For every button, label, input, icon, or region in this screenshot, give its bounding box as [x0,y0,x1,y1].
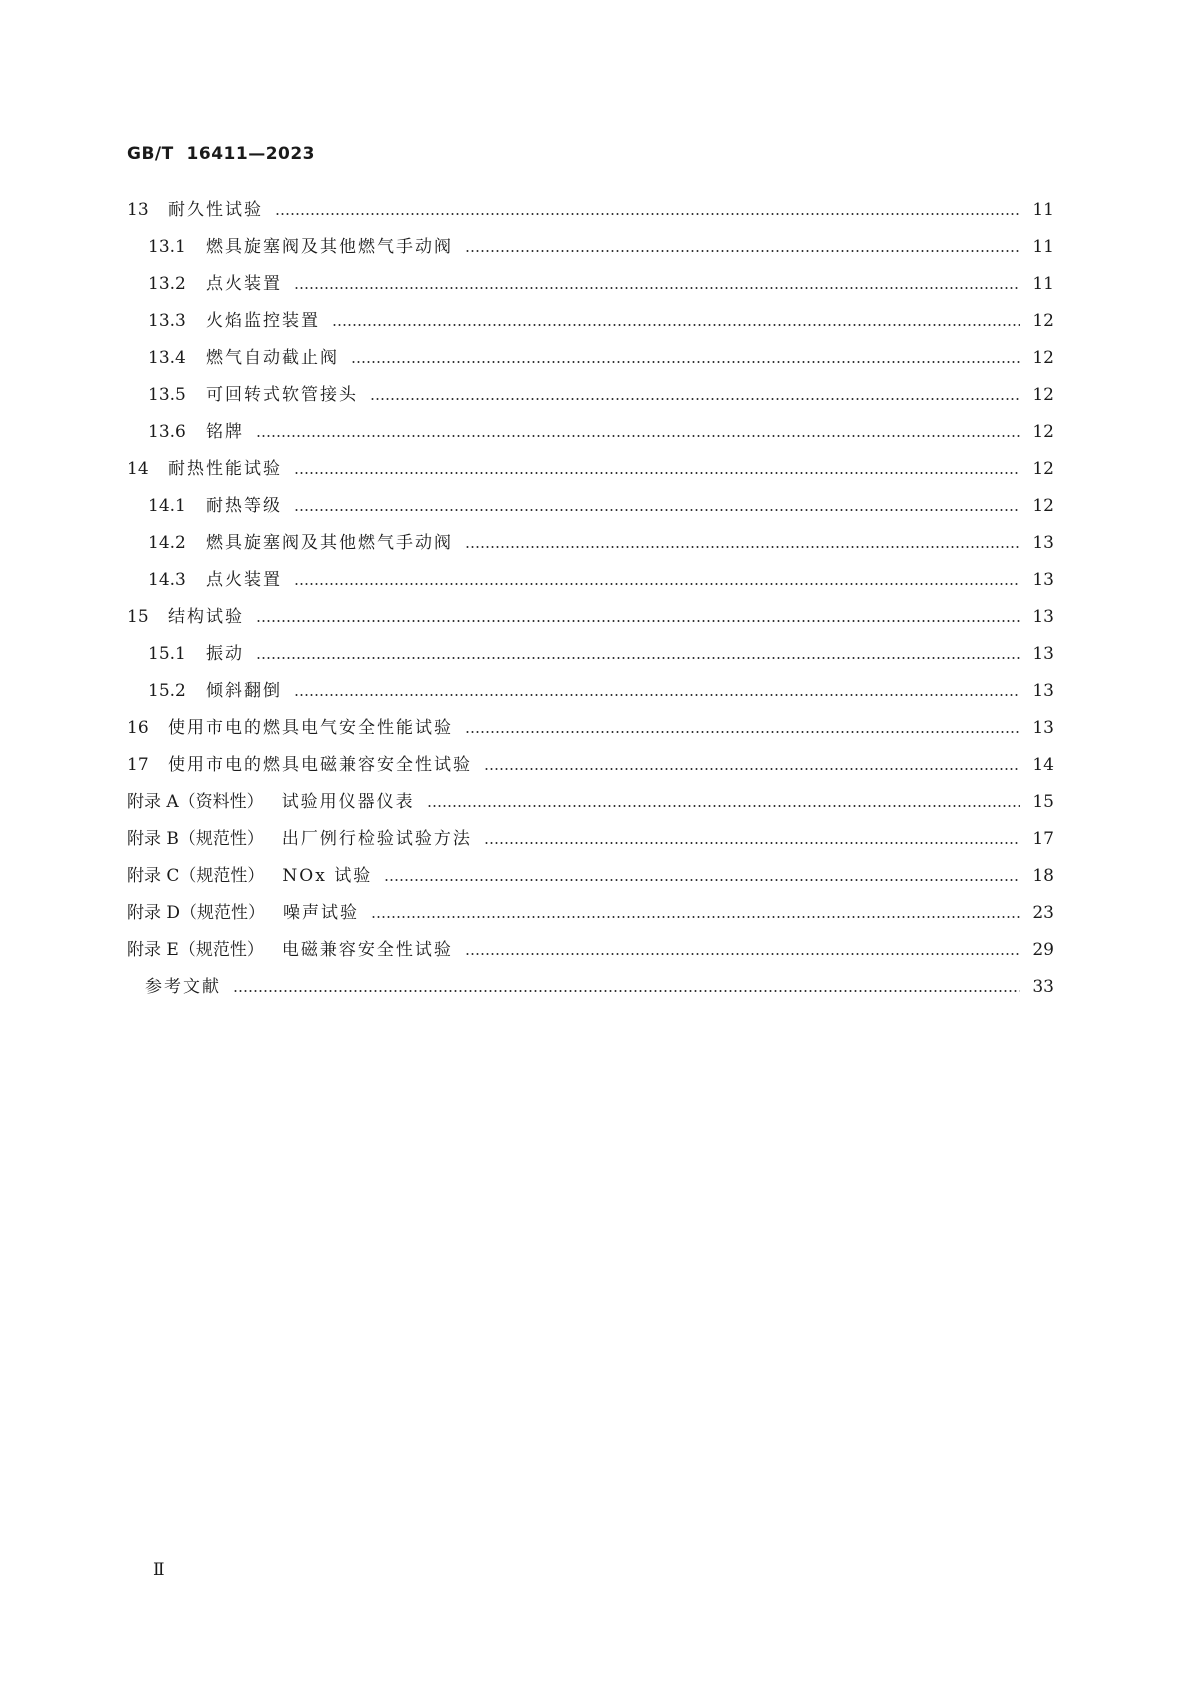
toc-entry-number: 15.2 [148,681,186,701]
toc-entry[interactable] [127,525,1054,562]
toc-entry-title: 可回转式软管接头 [206,385,358,405]
toc-dot-leader [294,694,1020,696]
toc-entry-number: 附录 C（规范性） [127,866,265,886]
toc-entry[interactable] [127,303,1054,340]
toc-entry[interactable] [127,488,1054,525]
table-of-contents [127,192,1054,1006]
toc-entry-number: 14 [127,459,149,479]
toc-entry-number: 附录 D（规范性） [127,903,266,923]
toc-entry-title: 结构试验 [168,607,244,627]
toc-dot-leader [294,583,1020,585]
toc-entry[interactable] [127,340,1054,377]
toc-entry-title: 燃气自动截止阀 [206,348,339,368]
toc-dot-leader [275,213,1020,215]
toc-entry-title: 耐热性能试验 [168,459,282,479]
toc-entry-number: 14.1 [148,496,186,516]
toc-entry-page: 29 [1032,940,1054,960]
toc-entry[interactable] [127,932,1054,969]
toc-entry[interactable] [127,636,1054,673]
toc-entry-title: 燃具旋塞阀及其他燃气手动阀 [206,533,453,553]
toc-dot-leader [427,805,1020,807]
toc-entry[interactable] [127,599,1054,636]
toc-entry-number: 16 [127,718,149,738]
toc-entry[interactable] [127,858,1054,895]
toc-entry-number: 14.2 [148,533,186,553]
toc-dot-leader [465,731,1020,733]
toc-dot-leader [233,990,1020,992]
toc-dot-leader [465,250,1020,252]
toc-entry[interactable] [127,562,1054,599]
page-number: Ⅱ [153,1560,165,1580]
toc-entry-title: 铭牌 [206,422,244,442]
toc-entry-page: 18 [1032,866,1054,886]
toc-entry-page: 23 [1032,903,1054,923]
toc-entry-title: 振动 [206,644,244,664]
toc-entry-title: 使用市电的燃具电磁兼容安全性试验 [168,755,472,775]
toc-entry-page: 13 [1032,718,1054,738]
toc-entry-title: 燃具旋塞阀及其他燃气手动阀 [206,237,453,257]
toc-dot-leader [294,287,1020,289]
toc-entry-page: 12 [1032,459,1054,479]
toc-dot-leader [384,879,1020,881]
toc-entry[interactable] [127,414,1054,451]
toc-entry-title: 出厂例行检验试验方法 [281,829,472,849]
toc-entry[interactable] [127,747,1054,784]
toc-dot-leader [484,842,1020,844]
toc-dot-leader [256,657,1020,659]
toc-entry-title: 使用市电的燃具电气安全性能试验 [168,718,453,738]
toc-dot-leader [465,953,1020,955]
toc-entry-number: 13 [127,200,149,220]
toc-entry[interactable] [127,266,1054,303]
toc-dot-leader [332,324,1020,326]
toc-entry-page: 13 [1032,644,1054,664]
toc-entry-page: 12 [1032,311,1054,331]
toc-entry[interactable] [127,784,1054,821]
toc-entry-page: 12 [1032,348,1054,368]
toc-dot-leader [294,509,1020,511]
toc-entry[interactable] [127,710,1054,747]
toc-entry-number: 附录 E（规范性） [127,940,264,960]
toc-entry[interactable] [127,673,1054,710]
toc-entry-title: 倾斜翻倒 [206,681,282,701]
toc-entry-number: 13.5 [148,385,186,405]
toc-dot-leader [371,916,1020,918]
toc-entry[interactable] [127,895,1054,932]
toc-entry-title: 噪声试验 [283,903,360,923]
toc-entry-title: 参考文献 [145,977,221,997]
toc-entry-number: 17 [127,755,149,775]
toc-entry-number: 15 [127,607,149,627]
toc-entry-number: 15.1 [148,644,186,664]
toc-entry-title: 耐热等级 [206,496,282,516]
toc-entry-page: 11 [1032,274,1054,294]
toc-entry-title: 点火装置 [206,274,282,294]
toc-dot-leader [484,768,1020,770]
toc-entry-page: 33 [1032,977,1054,997]
toc-entry-page: 14 [1032,755,1054,775]
toc-entry-title: 耐久性试验 [168,200,263,220]
toc-entry-title: 火焰监控装置 [206,311,320,331]
toc-entry-page: 11 [1032,200,1054,220]
toc-entry-page: 12 [1032,422,1054,442]
toc-entry[interactable] [127,229,1054,266]
toc-entry-number: 附录 B（规范性） [127,829,264,849]
toc-entry-page: 17 [1032,829,1054,849]
toc-dot-leader [465,546,1020,548]
standard-code: GB/T 16411—2023 [127,144,316,164]
toc-entry-page: 13 [1032,681,1054,701]
toc-entry[interactable] [127,192,1054,229]
toc-entry-number: 14.3 [148,570,186,590]
toc-entry-number: 13.3 [148,311,186,331]
toc-dot-leader [256,620,1020,622]
toc-entry[interactable] [127,821,1054,858]
toc-dot-leader [256,435,1020,437]
toc-entry-title: 电磁兼容安全性试验 [281,940,453,960]
toc-entry-title: 点火装置 [206,570,282,590]
toc-entry-title: 试验用仪器仪表 [281,792,415,812]
toc-entry-number: 13.4 [148,348,186,368]
toc-entry-title: NOx 试验 [282,866,373,886]
toc-entry[interactable] [127,451,1054,488]
toc-entry-number: 13.2 [148,274,186,294]
toc-entry[interactable] [127,377,1054,414]
toc-entry-page: 12 [1032,385,1054,405]
toc-entry-page: 13 [1032,570,1054,590]
toc-entry[interactable] [127,969,1054,1006]
toc-entry-page: 13 [1032,607,1054,627]
toc-dot-leader [351,361,1020,363]
toc-entry-page: 11 [1032,237,1054,257]
toc-entry-number: 13.1 [148,237,186,257]
toc-entry-number: 13.6 [148,422,186,442]
toc-dot-leader [370,398,1020,400]
toc-entry-page: 13 [1032,533,1054,553]
toc-dot-leader [294,472,1020,474]
toc-entry-page: 12 [1032,496,1054,516]
toc-entry-number: 附录 A（资料性） [127,792,264,812]
toc-entry-page: 15 [1032,792,1054,812]
